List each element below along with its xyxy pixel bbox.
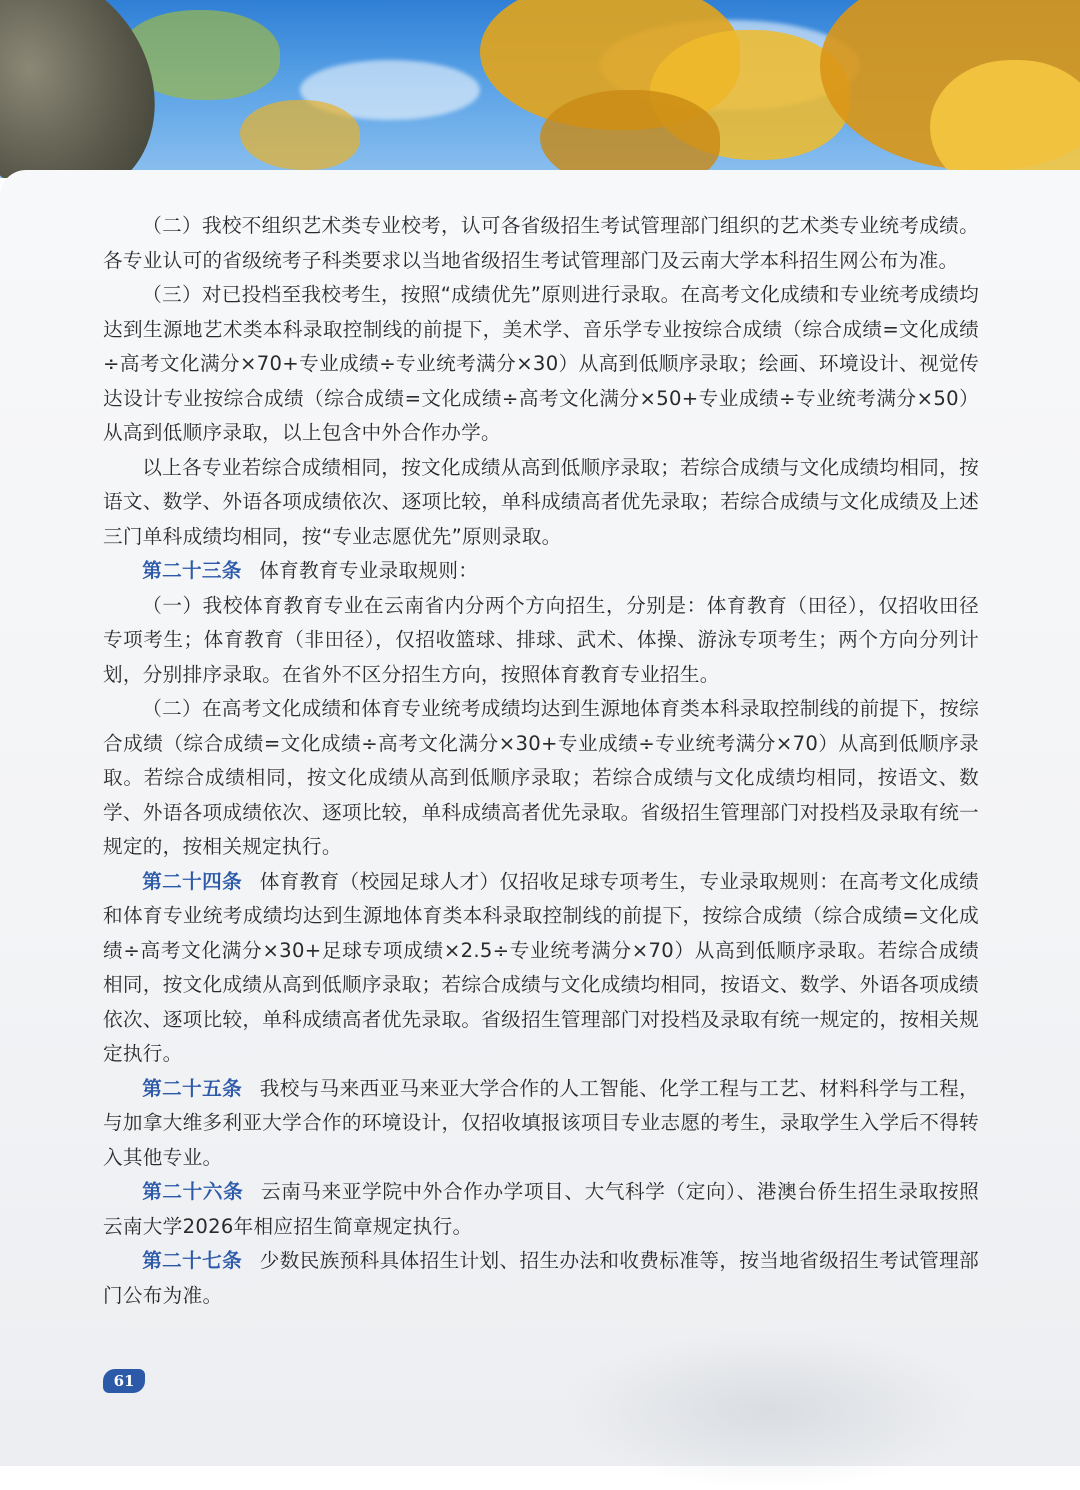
paragraph-5: （一）我校体育教育专业在云南省内分两个方向招生，分别是：体育教育（田径），仅招收田径专项考生；体育教育（非田径），仅招收篮球、排球、武术、体操、游泳专项考生；两个方向分列计划，分别排序录取。在省外不区分招生方向，按照体育教育专业招生。 bbox=[103, 593, 979, 686]
paragraph-2: （三）对已投档至我校考生，按照“成绩优先”原则进行录取。在高考文化成绩和专业统考成绩均达到生源地艺术类本科录取控制线的前提下，美术学、音乐学专业按综合成绩（综合成绩=文化成绩÷高考文化满分×70+专业成绩÷专业统考满分×30）从高到低顺序录取；绘画、环境设计、视觉传达设计专业按综合成绩（综合成绩=文化成绩÷高考文化满分×50+专业成绩÷专业统考满分×50）从高到低顺序录取，以上包含中外合作办学。 bbox=[103, 283, 979, 444]
article-26: 第二十六条 云南马来亚学院中外合作办学项目、大气科学（定向）、港澳台侨生招生录取按照云南大学2026年相应招生简章规定执行。 bbox=[103, 1180, 980, 1238]
article-25-label: 第二十五条 bbox=[142, 1076, 243, 1100]
paragraph-1: （二）我校不组织艺术类专业校考，认可各省级招生考试管理部门组织的艺术类专业统考成绩。各专业认可的省级统考子科类要求以当地省级招生考试管理部门及云南大学本科招生网公布为准。 bbox=[103, 214, 979, 272]
article-25: 第二十五条 我校与马来西亚马来亚大学合作的人工智能、化学工程与工艺、材料科学与工程，与加拿大维多利亚大学合作的环境设计，仅招收填报该项目专业志愿的考生，录取学生入学后不得转入其他专业。 bbox=[103, 1076, 979, 1169]
paragraph-6: （二）在高考文化成绩和体育专业统考成绩均达到生源地体育类本科录取控制线的前提下，按综合成绩（综合成绩=文化成绩÷高考文化满分×30+专业成绩÷专业统考满分×70）从高到低顺序录取。若综合成绩相同，按文化成绩从高到低顺序录取；若综合成绩与文化成绩均相同，按语文、数学、外语各项成绩依次、逐项比较，单科成绩高者优先录取。省级招生管理部门对投档及录取有统一规定的，按相关规定执行。 bbox=[103, 697, 979, 858]
article-23-label: 第二十三条 bbox=[142, 559, 242, 582]
article-23: 第二十三条 体育教育专业录取规则： bbox=[142, 559, 479, 582]
article-24: 第二十四条 体育教育（校园足球人才）仅招收足球专项考生，专业录取规则：在高考文化成绩和体育专业统考成绩均达到生源地体育类本科录取控制线的前提下，按综合成绩（综合成绩=文化成绩÷高考文化满分×30+足球专项成绩×2.5÷专业统考满分×70）从高到低顺序录取。若综合成绩相同，按文化成绩从高到低顺序录取；若综合成绩与文化成绩均相同，按语文、数学、外语各项成绩依次、逐项比较，单科成绩高者优先录取。省级招生管理部门对投档及录取有统一规定的，按相关规定执行。 bbox=[103, 869, 979, 1065]
article-27-label: 第二十七条 bbox=[142, 1249, 243, 1272]
article-27: 第二十七条 少数民族预科具体招生计划、招生办法和收费标准等，按当地省级招生考试管理部门公布为准。 bbox=[103, 1249, 979, 1307]
page-number-badge: 61 bbox=[103, 1369, 145, 1393]
body-text bbox=[103, 209, 979, 1313]
paragraph-3: 以上各专业若综合成绩相同，按文化成绩从高到低顺序录取；若综合成绩与文化成绩均相同，按语文、数学、外语各项成绩依次、逐项比较，单科成绩高者优先录取；若综合成绩与文化成绩及上述三门单科成绩均相同，按“专业志愿优先”原则录取。 bbox=[103, 455, 979, 548]
article-26-label: 第二十六条 bbox=[142, 1180, 244, 1203]
article-24-label: 第二十四条 bbox=[142, 869, 243, 893]
header-photo-banner bbox=[0, 0, 1080, 178]
